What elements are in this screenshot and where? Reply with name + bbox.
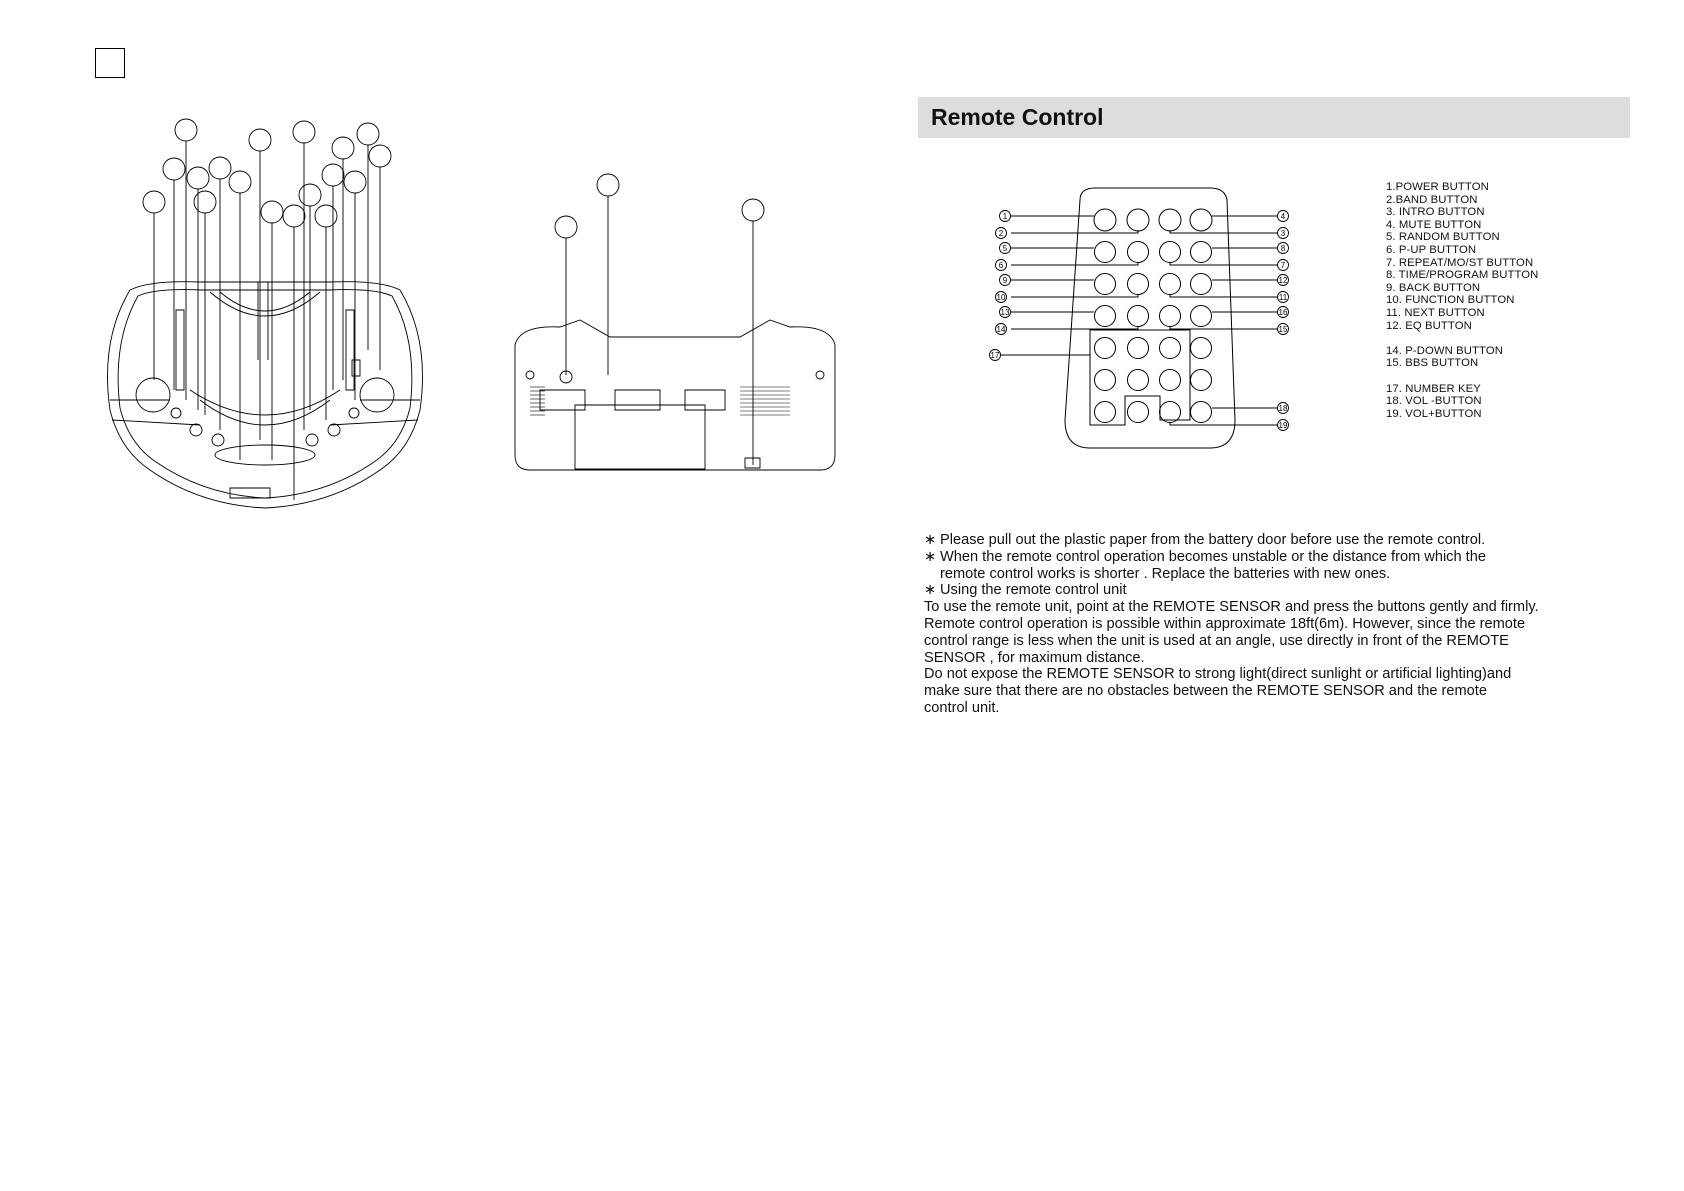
remote-callout-number: 12: [1278, 276, 1288, 285]
remote-callout-number: 9: [1002, 276, 1008, 285]
remote-callout-number: 17: [990, 351, 1000, 360]
front-callout: [293, 121, 315, 143]
rear-view-diagram: [500, 165, 845, 485]
remote-leader-line: [1170, 262, 1277, 265]
button-list-item: 18. VOL -BUTTON: [1386, 395, 1482, 408]
remote-callout-number: 6: [998, 261, 1004, 270]
button-list-item: 15. BBS BUTTON: [1386, 357, 1479, 370]
button-list-item: 8. TIME/PROGRAM BUTTON: [1386, 269, 1539, 282]
section-title-bar: [918, 97, 1630, 138]
remote-number-key: [1128, 402, 1149, 423]
remote-leader-line: [1170, 326, 1277, 329]
bullet-symbol: ∗: [924, 532, 937, 548]
paragraph-line: SENSOR , for maximum distance.: [924, 649, 1145, 666]
front-view-diagram: [90, 110, 440, 520]
remote-leader-line: [1170, 230, 1277, 233]
remote-number-key: [1191, 402, 1212, 423]
front-callout: [283, 205, 305, 227]
front-callout: [163, 158, 185, 180]
remote-number-key: [1191, 338, 1212, 359]
remote-leader-line: [1011, 262, 1138, 265]
paragraph-line: Do not expose the REMOTE SENSOR to strong light(direct sunlight or artificial lighting)and: [924, 666, 1512, 683]
remote-number-key: [1128, 338, 1149, 359]
front-callout: [315, 205, 337, 227]
note-3: ∗ Using the remote control unit: [924, 582, 1127, 599]
usage-paragraph: [924, 599, 1624, 717]
remote-callout-labels: [990, 211, 1289, 431]
remote-function-button: [1128, 242, 1149, 263]
front-callout: [261, 201, 283, 223]
remote-callout-number: 5: [1002, 244, 1008, 253]
rear-body: [515, 320, 835, 470]
remote-callout-number: 8: [1280, 244, 1286, 253]
remote-function-button: [1095, 306, 1116, 327]
remote-callout-number: 19: [1278, 421, 1288, 430]
remote-callout-number: 11: [1278, 293, 1288, 302]
remote-number-key: [1160, 338, 1181, 359]
remote-buttons: [1094, 209, 1212, 423]
front-callout: [187, 167, 209, 189]
note-1: ∗ Please pull out the plastic paper from the battery door before use the remote control.: [924, 532, 1486, 548]
remote-function-button: [1159, 209, 1181, 231]
button-list-item: 5. RANDOM BUTTON: [1386, 231, 1500, 244]
button-list-gap: [1386, 332, 1538, 345]
front-callout: [369, 145, 391, 167]
front-callout: [322, 164, 344, 186]
remote-leaders: [998, 216, 1277, 425]
front-callout: [357, 123, 379, 145]
remote-callout-number: 14: [996, 325, 1006, 334]
remote-callout-number: 7: [1280, 261, 1286, 270]
section-title: Remote Control: [931, 104, 1104, 130]
remote-leader-line: [1170, 294, 1277, 297]
number-key-box: [1090, 330, 1190, 425]
remote-function-button: [1191, 306, 1212, 327]
remote-control-diagram: [965, 180, 1320, 455]
remote-function-button: [1191, 242, 1212, 263]
remote-number-key: [1160, 370, 1181, 391]
remote-function-button: [1190, 209, 1212, 231]
paragraph-line: control unit.: [924, 699, 1000, 716]
button-list-item: 19. VOL+BUTTON: [1386, 407, 1482, 420]
button-list-item: 11. NEXT BUTTON: [1386, 306, 1485, 319]
button-list-item: 4. MUTE BUTTON: [1386, 218, 1482, 231]
button-list-item: 14. P-DOWN BUTTON: [1386, 344, 1503, 357]
remote-function-button: [1095, 274, 1116, 295]
remote-callout-number: 13: [1000, 308, 1010, 317]
remote-button-list: [1386, 181, 1538, 420]
front-callout: [249, 129, 271, 151]
remote-callout-number: 4: [1280, 212, 1286, 221]
front-callout: [332, 137, 354, 159]
remote-function-button: [1128, 306, 1149, 327]
bullet-symbol: ∗: [924, 548, 937, 565]
paragraph-line: control range is less when the unit is used at an angle, use directly in front of the REMOTE: [924, 632, 1509, 649]
paragraph-line: To use the remote unit, point at the REMOTE SENSOR and press the buttons gently and firmly.: [924, 599, 1539, 616]
remote-callout-number: 2: [998, 229, 1004, 238]
button-list-item: 1.POWER BUTTON: [1386, 181, 1489, 193]
front-callout: [344, 171, 366, 193]
remote-number-key: [1095, 402, 1116, 423]
front-callout: [299, 184, 321, 206]
button-list-item: 17. NUMBER KEY: [1386, 382, 1481, 395]
paragraph-line: make sure that there are no obstacles between the REMOTE SENSOR and the remote: [924, 683, 1487, 700]
remote-callout-number: 15: [1278, 325, 1288, 334]
rear-callout: [555, 216, 577, 238]
remote-leader-line: [1011, 230, 1138, 233]
note-2-line-1: ∗ When the remote control operation becomes unstable or the distance from which the: [924, 548, 1486, 565]
remote-function-button: [1160, 306, 1181, 327]
button-list-item: 9. BACK BUTTON: [1386, 281, 1481, 294]
remote-leader-line: [1011, 294, 1138, 297]
front-body: [108, 282, 423, 508]
front-callout: [229, 171, 251, 193]
remote-number-key: [1191, 370, 1212, 391]
button-list-item: 3. INTRO BUTTON: [1386, 206, 1485, 219]
front-callout: [175, 119, 197, 141]
remote-callout-number: 18: [1278, 404, 1288, 413]
remote-number-key: [1160, 402, 1181, 423]
button-list-gap: [1386, 370, 1538, 383]
rear-callout: [597, 174, 619, 196]
button-list-item: 2.BAND BUTTON: [1386, 193, 1478, 206]
remote-callout-number: 1: [1002, 212, 1008, 221]
remote-number-key: [1095, 338, 1116, 359]
remote-leader-line: [1170, 422, 1277, 425]
rear-callout: [742, 199, 764, 221]
front-callout: [209, 157, 231, 179]
remote-callout-number: 10: [996, 293, 1006, 302]
remote-function-button: [1094, 209, 1116, 231]
remote-function-button: [1095, 242, 1116, 263]
rear-callouts: [555, 174, 764, 465]
button-list-item: 6. P-UP BUTTON: [1386, 243, 1477, 256]
paragraph-line: Remote control operation is possible within approximate 18ft(6m). However, since the remote: [924, 615, 1526, 632]
remote-function-button: [1127, 209, 1149, 231]
bullet-symbol: ∗: [924, 582, 937, 599]
button-list-item: 7. REPEAT/MO/ST BUTTON: [1386, 256, 1534, 269]
page-number-box: [95, 48, 125, 78]
remote-notes: [924, 532, 1624, 717]
remote-callout-number: 16: [1278, 308, 1288, 317]
button-list-item: 10. FUNCTION BUTTON: [1386, 294, 1515, 307]
note-2-line-2: remote control works is shorter . Replace the batteries with new ones.: [940, 565, 1391, 582]
remote-number-key: [1128, 370, 1149, 391]
remote-number-key: [1095, 370, 1116, 391]
remote-callout-number: 3: [1280, 229, 1286, 238]
front-callout: [143, 191, 165, 213]
front-callout: [194, 191, 216, 213]
remote-function-button: [1128, 274, 1149, 295]
front-callouts: [143, 119, 391, 500]
remote-leader-line: [1011, 326, 1138, 329]
button-list-item: 12. EQ BUTTON: [1386, 319, 1472, 332]
remote-function-button: [1160, 274, 1181, 295]
remote-function-button: [1191, 274, 1212, 295]
remote-function-button: [1160, 242, 1181, 263]
